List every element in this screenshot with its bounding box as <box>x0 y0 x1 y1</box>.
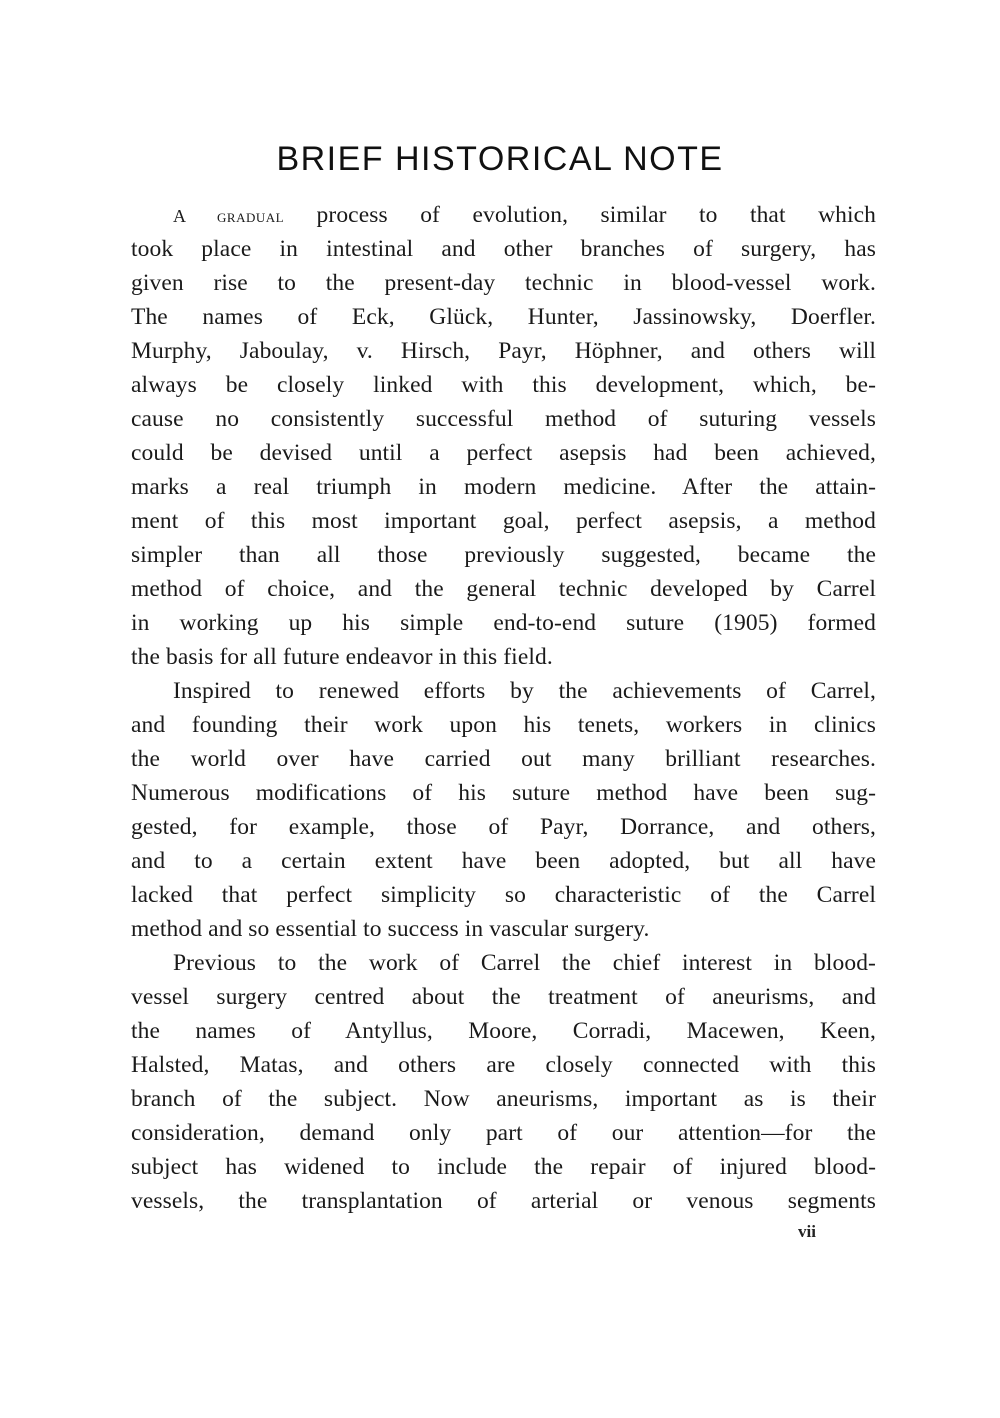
text-line: took place in intestinal and other branches of surgery, has <box>131 236 876 262</box>
paragraph-3 <box>131 946 876 1218</box>
text-line: branch of the subject. Now aneurisms, important as is their <box>131 1086 876 1112</box>
text-line <box>131 198 876 232</box>
text-line: method and so essential to success in vascular surgery. <box>131 916 650 942</box>
text-line: given rise to the present-day technic in blood-vessel work. <box>131 270 876 296</box>
page-number: vii <box>798 1222 816 1241</box>
text-line: consideration, demand only part of our attention—for the <box>131 1120 876 1146</box>
page-title: BRIEF HISTORICAL NOTE <box>276 140 724 178</box>
text-line: gested, for example, those of Payr, Dorrance, and others, <box>131 814 876 840</box>
text-line: method of choice, and the general technic developed by Carrel <box>131 576 876 602</box>
text-line: simpler than all those previously suggested, became the <box>131 542 876 568</box>
text-line: The names of Eck, Glück, Hunter, Jassinowsky, Doerfler. <box>131 304 876 330</box>
text-line: marks a real triumph in modern medicine. After the attain- <box>131 474 876 500</box>
line-text: process of evolution, similar to that which <box>284 202 876 228</box>
text-line: subject has widened to include the repair of injured blood- <box>131 1154 876 1180</box>
text-line: always be closely linked with this development, which, be- <box>131 372 876 398</box>
text-line: in working up his simple end-to-end suture (1905) formed <box>131 610 876 636</box>
text-line: Halsted, Matas, and others are closely connected with this <box>131 1052 876 1078</box>
text-line: Inspired to renewed efforts by the achievements of Carrel, <box>173 678 876 704</box>
text-line: Murphy, Jaboulay, v. Hirsch, Payr, Höphner, and others will <box>131 338 876 364</box>
text-line: and founding their work upon his tenets, workers in clinics <box>131 712 876 738</box>
text-line: could be devised until a perfect asepsis had been achieved, <box>131 440 876 466</box>
text-line: the names of Antyllus, Moore, Corradi, Macewen, Keen, <box>131 1018 876 1044</box>
text-line: lacked that perfect simplicity so characteristic of the Carrel <box>131 882 876 908</box>
lead-smallcaps: A gradual <box>173 206 285 226</box>
paragraph-2 <box>131 674 876 946</box>
text-line: ment of this most important goal, perfect asepsis, a method <box>131 508 876 534</box>
text-line: Numerous modifications of his suture method have been sug- <box>131 780 876 806</box>
text-line: the world over have carried out many brilliant researches. <box>131 746 876 772</box>
paragraph-1 <box>131 198 876 674</box>
text-line: the basis for all future endeavor in this field. <box>131 644 553 670</box>
text-line: vessel surgery centred about the treatment of aneurisms, and <box>131 984 876 1010</box>
text-line: cause no consistently successful method of suturing vessels <box>131 406 876 432</box>
body-text <box>131 198 876 1218</box>
text-line: Previous to the work of Carrel the chief interest in blood- <box>173 950 876 976</box>
text-line: vessels, the transplantation of arterial or venous segments <box>131 1188 876 1214</box>
text-line: and to a certain extent have been adopted, but all have <box>131 848 876 874</box>
